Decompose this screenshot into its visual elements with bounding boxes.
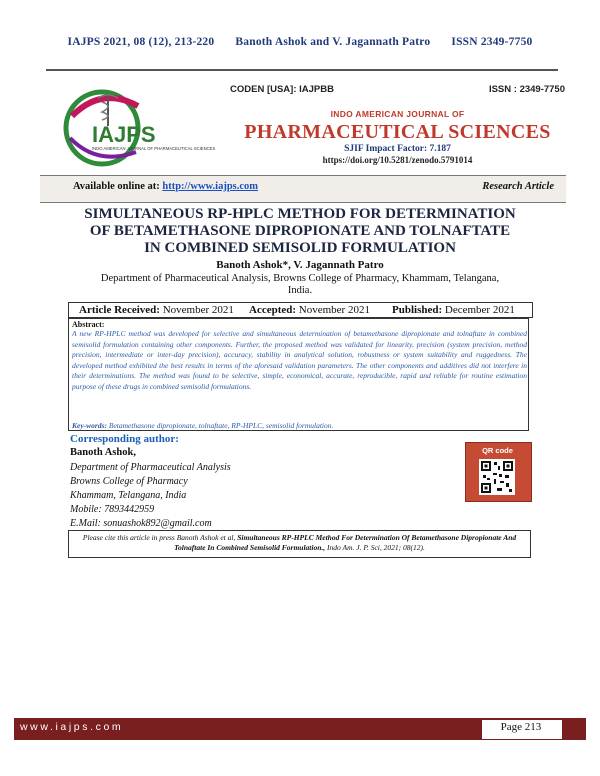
- header-rule: [46, 69, 558, 71]
- journal-name: PHARMACEUTICAL SCIENCES: [244, 121, 551, 143]
- article-dates: [68, 302, 533, 318]
- page-number: Page 213: [500, 721, 542, 733]
- logo-text: IAJPS: [92, 122, 156, 147]
- header-issn: ISSN 2349-7750: [451, 36, 533, 48]
- title-line-2: OF BETAMETHASONE DIPROPIONATE AND TOLNAFTATE: [89, 223, 511, 239]
- article-type: Research Article: [482, 181, 554, 192]
- journal-subtitle: INDO AMERICAN JOURNAL OF: [330, 109, 465, 119]
- corresponding-dept: Department of Pharmaceutical Analysis: [70, 462, 231, 473]
- article-title: [60, 206, 540, 257]
- corresponding-location: Khammam, Telangana, India: [70, 490, 187, 501]
- title-line-3: IN COMBINED SEMISOLID FORMULATION: [144, 240, 456, 256]
- affiliation-line-1: Department of Pharmaceutical Analysis, Browns College of Pharmacy, Khammam, Telangana,: [100, 273, 500, 284]
- journal-logo: [62, 86, 216, 170]
- article-affiliation: [60, 273, 540, 297]
- abstract-text: A new RP-HPLC method was developed for selective and simultaneous determination of betamethasone dipropionate and tolnaftate in combined semisolid formulation containing other components. Further, the proposed method was validated for linearity, precision (system precision, method precision, intermediate or inter-day precision), accuracy, stability in analytical solution, robustness or system suitability and ruggedness. The developed method exhibited the best results in terms of the aforesaid validation parameters. The other components and additives did not interfere in their determinations. The method was found to be selective, simple, economical, accurate, reproducible, rapid and reliable for routine estimation purpose of these drugs in combined semisolid formulations.: [72, 329, 527, 391]
- accepted-date: Accepted: November 2021: [249, 304, 370, 316]
- corresponding-mobile: Mobile: 7893442959: [70, 504, 155, 515]
- corresponding-name: Banoth Ashok,: [70, 447, 136, 458]
- header-authors: Banoth Ashok and V. Jagannath Patro: [235, 36, 431, 48]
- available-label: Available online at:: [73, 181, 163, 192]
- keywords: Key-words: Betamethasone dipropionate, tolnaftate, RP-HPLC, semisolid formulation.: [72, 421, 334, 430]
- citation-text: Please cite this article in press Banoth Ashok et al, Simultaneous RP-HPLC Method For Determination Of Betamethasone Dipropionate And Tolnaftate In Combined Semisolid Formulation., Indo Am. J. P. Sci, 2021; 08(12).: [82, 533, 517, 552]
- masthead-issn: ISSN : 2349-7750: [488, 84, 565, 95]
- article-authors: Banoth Ashok*, V. Jagannath Patro: [216, 259, 384, 271]
- corresponding-title: Corresponding author:: [70, 433, 179, 445]
- received-date: Article Received: November 2021: [79, 304, 234, 316]
- title-line-1: SIMULTANEOUS RP-HPLC METHOD FOR DETERMINATION: [84, 206, 516, 222]
- footer-url[interactable]: www.iajps.com: [20, 721, 124, 733]
- impact-factor: SJIF Impact Factor: 7.187: [344, 144, 451, 154]
- published-date: Published: December 2021: [392, 304, 515, 316]
- qr-label: QR code: [482, 446, 513, 455]
- coden-label: CODEN [USA]: IAJPBB: [230, 84, 334, 95]
- logo-tagline: INDO AMERICAN JOURNAL OF PHARMACEUTICAL SCIENCES: [92, 146, 216, 151]
- masthead-codes: [230, 84, 565, 95]
- corresponding-email: E.Mail: sonuashok892@gmail.com: [70, 518, 212, 529]
- corresponding-college: Browns College of Pharmacy: [70, 476, 188, 487]
- header-citation: IAJPS 2021, 08 (12), 213-220: [67, 36, 215, 48]
- abstract-label: Abstract:: [72, 320, 105, 329]
- available-online: [73, 181, 258, 192]
- affiliation-line-2: India.: [287, 285, 313, 296]
- doi-link[interactable]: https://doi.org/10.5281/zenodo.5791014: [322, 155, 473, 165]
- journal-url-link[interactable]: http://www.iajps.com: [162, 181, 259, 192]
- running-header: [0, 36, 600, 48]
- qr-code-icon[interactable]: [479, 459, 515, 495]
